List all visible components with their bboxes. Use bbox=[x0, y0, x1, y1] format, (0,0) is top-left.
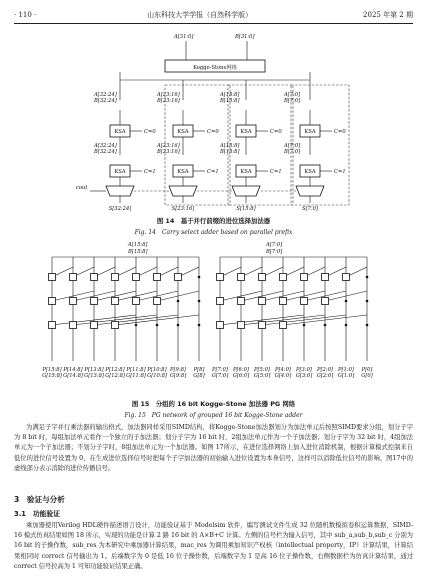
fig15-input-b-right: B[7:0] bbox=[266, 249, 283, 255]
pg-node bbox=[238, 322, 245, 329]
pg-output-0: P[15:8] G[15:8] bbox=[42, 367, 62, 379]
pg-node bbox=[238, 298, 245, 305]
pg-node bbox=[112, 274, 119, 281]
pg-buffer bbox=[198, 324, 201, 327]
pg-node bbox=[217, 274, 224, 281]
pg-buffer bbox=[345, 300, 348, 303]
pg-node bbox=[217, 298, 224, 305]
ksa-label-bottom-3: KSA bbox=[304, 169, 316, 175]
body-paragraph bbox=[14, 423, 413, 474]
carry-one-label-1: C=1 bbox=[207, 169, 219, 175]
ksa-label-top-3: KSA bbox=[304, 129, 316, 135]
ksa-input-label-bottom-3: A[7:0] B[7:0] bbox=[284, 143, 301, 155]
figure-14-caption-cn: 图 14 基于并行前缀的进位选择加法器 bbox=[156, 217, 271, 225]
pg-output-9: P[6:0] G[6:0] bbox=[232, 367, 250, 379]
pg-output-8: P[7:0] G[7:0] bbox=[211, 367, 229, 379]
pg-buffer bbox=[177, 300, 180, 303]
pg-node bbox=[91, 322, 98, 329]
pg-node bbox=[217, 322, 224, 329]
issue-label: 2025 年第 2 期 bbox=[363, 11, 413, 19]
ksa-input-label-top-1: A[23:16] B[23:16] bbox=[157, 92, 180, 104]
ksa-label-top-1: KSA bbox=[177, 129, 189, 135]
pg-node bbox=[259, 322, 266, 329]
carry-zero-label-1: C=0 bbox=[207, 129, 219, 135]
ksa-input-label-top-3: A[7:0] B[7:0] bbox=[284, 92, 301, 104]
pg-output-5: P[10:8] G[10:8] bbox=[147, 367, 167, 379]
pg-node bbox=[280, 298, 287, 305]
pg-node bbox=[70, 322, 77, 329]
sum-output-1: S[23:16] bbox=[171, 206, 195, 212]
pg-buffer bbox=[177, 324, 180, 327]
carry-zero-label-2: C=0 bbox=[270, 129, 282, 135]
figure-14-caption-en: Fig. 14 Carry select adder based on parallel prefix bbox=[134, 229, 293, 236]
pg-output-14: P[1:0] G[1:0] bbox=[337, 367, 355, 379]
pg-buffer bbox=[324, 324, 327, 327]
pg-node bbox=[91, 274, 98, 281]
pg-node bbox=[133, 298, 140, 305]
ksa-input-label-bottom-0: A[32:24] B[32:24] bbox=[94, 143, 117, 155]
page-number: · 110 · bbox=[14, 11, 37, 19]
pg-node bbox=[154, 298, 161, 305]
ksa-input-label-bottom-1: A[23:16] B[23:16] bbox=[157, 143, 180, 155]
input-a-label: A[31:0] bbox=[174, 34, 194, 40]
carry-one-label-2: C=1 bbox=[270, 169, 282, 175]
fig15-input-a-left: A[15:8] bbox=[128, 242, 148, 248]
pg-node bbox=[70, 298, 77, 305]
pg-node bbox=[322, 274, 329, 281]
pg-node bbox=[133, 274, 140, 281]
pg-node bbox=[91, 298, 98, 305]
pg-buffer bbox=[198, 300, 201, 303]
kogge-stone-network-label: Kogge-Stone网络 bbox=[193, 65, 237, 71]
carry-zero-label-3: C=0 bbox=[334, 129, 346, 135]
ksa-label-bottom-2: KSA bbox=[240, 169, 252, 175]
ksa-label-bottom-0: KSA bbox=[114, 169, 126, 175]
ksa-label-bottom-1: KSA bbox=[177, 169, 189, 175]
sum-output-2: S[15:8] bbox=[236, 206, 256, 212]
ksa-input-label-bottom-2: A[15:8] B[15:8] bbox=[220, 143, 240, 155]
subsection-paragraph-text: 乘加器使用Verilog HDL硬件描述语言设计，功能验证基于 Modelsim 软件，编写测试文件生成 32 位随机数模拟卷积运算数据，SIMD-16 模式仿真结果如图 18 所示，实现的功能是计算 2 路 16 bit 的 A×B+C 计算。左侧的信号栏为输入信号，其中 sub_a,sub_b,sub_c 分别为 16 bit 的子操作数，sub_res 为本研究中乘加器计算结果，mac_res 为调用乘加知识产权核（intellectual property，IP）计算结果，计算结果相同时 correct 信号输出为 1。后端数字为 0 是低 16 位子操作数，后端数字为 1 是高 16 位子操作数，右侧数据栏为仿真计算结果，通过 correct 信号拉高为 1 可知功能验证结果正确。 bbox=[14, 522, 413, 570]
sum-output-3: S[7:0] bbox=[302, 206, 318, 212]
pg-buffer bbox=[366, 300, 369, 303]
pg-buffer bbox=[135, 324, 138, 327]
pg-buffer bbox=[198, 276, 201, 279]
pg-node bbox=[112, 322, 119, 329]
ksa-label-top-0: KSA bbox=[114, 129, 126, 135]
pg-output-15: P[0] G[0] bbox=[361, 367, 373, 379]
pg-node bbox=[49, 322, 56, 329]
carry-one-label-3: C=1 bbox=[334, 169, 346, 175]
pg-output-10: P[5:0] G[5:0] bbox=[253, 367, 271, 379]
pg-node bbox=[112, 298, 119, 305]
pg-node bbox=[259, 298, 266, 305]
body-paragraph-text: 为满足子字并行乘法器的输出格式，加法器同样采用SIMD结构，将Kogge-Stone加法器划分为加法单元后按照SIMD要求分组，划分子字为 8 bit 时，每组加法单元看作一个独立的子加法器；划分子字为 16 bit 时，2组加法单元作为一个子加法器；划分子字为 32 bit 时，4组加法单元为一个子加法器；不划分子字时，8组加法单元为一个加法器。如图 17所示，在进位选择网络上加入进位消除机制，根据计算模式控制来自低位的进位信号设置为 0，在生成进位选择信号时把每个子字加法器的初始输入进位设置为本身信号，这样可以消除低位信号的影响，图17中的虚线部分表示消除的进位传播信号。 bbox=[14, 424, 413, 472]
journal-title: 山东科技大学学报（自然科学版） bbox=[147, 11, 253, 19]
pg-node bbox=[301, 274, 308, 281]
ksa-input-label-top-0: A[32:24] B[32:24] bbox=[94, 92, 117, 104]
pg-output-2: P[13:8] G[13:8] bbox=[84, 367, 104, 379]
pg-node bbox=[322, 298, 329, 305]
figure-15-caption-en: Fig. 15 PG network of grouped 16 bit Kogge-Stone adder bbox=[124, 412, 303, 419]
sum-output-0: S[32:24] bbox=[108, 206, 132, 212]
fig15-input-a-right: A[7:0] bbox=[266, 242, 283, 248]
pg-buffer bbox=[156, 324, 159, 327]
pg-output-13: P[2:0] G[2:0] bbox=[316, 367, 334, 379]
pg-output-11: P[4:0] G[4:0] bbox=[274, 367, 292, 379]
carry-out-label: cout bbox=[76, 185, 88, 191]
figure-15-caption-cn: 图 15 分组的 16 bit Kogge-Stone 加法器 PG 网络 bbox=[131, 400, 296, 408]
pg-node bbox=[343, 274, 350, 281]
pg-node bbox=[280, 274, 287, 281]
pg-buffer bbox=[303, 324, 306, 327]
pg-node bbox=[154, 274, 161, 281]
pg-node bbox=[70, 274, 77, 281]
pg-output-4: P[11:8] G[11:8] bbox=[126, 367, 146, 379]
pg-node bbox=[175, 274, 182, 281]
pg-output-7: P[8] G[8] bbox=[193, 367, 205, 379]
ksa-input-label-top-2: A[15:8] B[15:8] bbox=[220, 92, 240, 104]
subsection-heading: 3.1 功能验证 bbox=[14, 510, 61, 518]
fig15-input-b-left: B[15:8] bbox=[128, 249, 148, 255]
ksa-label-top-2: KSA bbox=[240, 129, 252, 135]
pg-node bbox=[49, 274, 56, 281]
pg-buffer bbox=[366, 276, 369, 279]
pg-node bbox=[259, 274, 266, 281]
section-heading: 3 验证与分析 bbox=[14, 495, 65, 504]
subsection-paragraph bbox=[14, 521, 413, 572]
pg-node bbox=[238, 274, 245, 281]
carry-zero-label-0: C=0 bbox=[144, 129, 156, 135]
pg-node bbox=[301, 298, 308, 305]
carry-one-label-0: C=1 bbox=[144, 169, 156, 175]
pg-output-12: P[3:0] G[3:0] bbox=[295, 367, 313, 379]
pg-output-3: P[12:8] G[12:8] bbox=[105, 367, 125, 379]
pg-buffer bbox=[366, 324, 369, 327]
pg-output-1: P[14:8] G[14:8] bbox=[63, 367, 83, 379]
pg-output-6: P[9:8] G[9:8] bbox=[169, 367, 187, 379]
pg-node bbox=[49, 298, 56, 305]
input-b-label: B[31:0] bbox=[235, 34, 255, 40]
pg-node bbox=[280, 322, 287, 329]
pg-buffer bbox=[345, 324, 348, 327]
